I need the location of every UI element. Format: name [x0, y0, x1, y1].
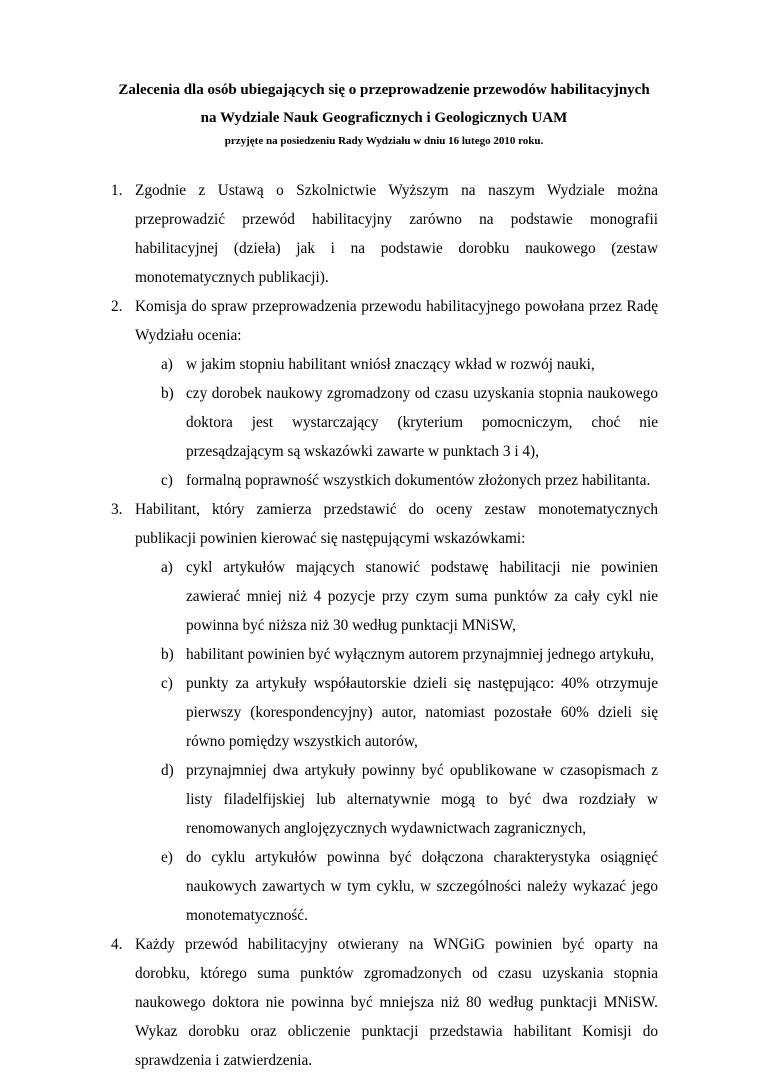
sub-item-3e: [0, 843, 768, 930]
list-item-2: [0, 292, 768, 350]
sub-item-2b: [0, 379, 768, 466]
sub-item-marker: e): [161, 849, 173, 866]
sub-item-marker: d): [161, 762, 174, 779]
sub-item-3b: [0, 640, 768, 669]
document-subtitle: przyjęte na posiedzeniu Rady Wydziału w dniu 16 lutego 2010 roku.: [224, 135, 544, 147]
sub-item-3a: [0, 553, 768, 640]
sub-item-3c: [0, 669, 768, 756]
sub-item-text: formalną poprawność wszystkich dokumentów złożonych przez habilitanta.: [186, 472, 651, 489]
list-item-1: [0, 176, 768, 292]
list-item-3: [0, 495, 768, 553]
sub-item-text: punkty za artykuły współautorskie dzieli się następująco: 40% otrzymuje pierwszy (korespondencyjny) autor, natomiast pozostałe 60% dzieli się równo pomiędzy wszystkich autorów,: [186, 675, 658, 750]
sub-item-marker: b): [161, 385, 174, 402]
sub-item-marker: b): [161, 646, 174, 663]
sub-item-text: w jakim stopniu habilitant wniósł znaczący wkład w rozwój nauki,: [186, 356, 595, 373]
sub-item-2a: [0, 350, 768, 379]
item-text: Każdy przewód habilitacyjny otwierany na WNGiG powinien być oparty na dorobku, którego suma punktów zgromadzonych od czasu uzyskania stopnia naukowego doktora nie powinna być mniejsza niż 80 według punktacji MNiSW. Wykaz dorobku oraz obliczenie punktacji przedstawia habilitant Komisji do sprawdzenia i zatwierdzenia.: [135, 936, 658, 1069]
sub-item-marker: c): [161, 675, 173, 692]
sub-item-marker: c): [161, 472, 173, 489]
sub-item-text: przynajmniej dwa artykuły powinny być opublikowane w czasopismach z listy filadelfijskiej lub alternatywnie mogą to być dwa rozdziały w renomowanych anglojęzycznych wydawnictwach zagranicznych,: [186, 762, 658, 837]
item-number: 4.: [111, 936, 123, 953]
item-number: 1.: [111, 182, 123, 199]
document-title-line-2: na Wydziale Nauk Geograficznych i Geologicznych UAM: [200, 110, 568, 126]
sub-item-2c: [0, 466, 768, 495]
document-title-line-1: Zalecenia dla osób ubiegających się o przeprowadzenie przewodów habilitacyjnych: [118, 82, 650, 98]
sub-item-text: habilitant powinien być wyłącznym autorem przynajmniej jednego artykułu,: [186, 646, 655, 663]
item-number: 3.: [111, 501, 123, 518]
item-text: Komisja do spraw przeprowadzenia przewodu habilitacyjnego powołana przez Radę Wydziału ocenia:: [135, 298, 658, 344]
sub-item-marker: a): [161, 356, 173, 373]
recommendations-list: [0, 176, 768, 1075]
item-text: Habilitant, który zamierza przedstawić do oceny zestaw monotematycznych publikacji powinien kierować się następującymi wskazówkami:: [135, 501, 658, 547]
item-text: Zgodnie z Ustawą o Szkolnictwie Wyższym na naszym Wydziale można przeprowadzić przewód habilitacyjny zarówno na podstawie monografii habilitacyjnej (dzieła) jak i na podstawie dorobku naukowego (zestaw monotematycznych publikacji).: [135, 182, 658, 286]
sub-item-3d: [0, 756, 768, 843]
sub-item-marker: a): [161, 559, 173, 576]
sub-item-text: do cyklu artykułów powinna być dołączona charakterystyka osiągnięć naukowych zawartych w tym cyklu, w szczególności należy wykazać jego monotematyczność.: [186, 849, 658, 924]
sub-item-text: czy dorobek naukowy zgromadzony od czasu uzyskania stopnia naukowego doktora jest wystarczający (kryterium pomocniczym, choć nie przesądzającym są wskazówki zawarte w punktach 3 i 4),: [186, 385, 658, 460]
item-number: 2.: [111, 298, 123, 315]
sub-item-text: cykl artykułów mających stanowić podstawę habilitacji nie powinien zawierać mniej niż 4 pozycje przy czym suma punktów za cały cykl nie powinna być niższa niż 30 według punktacji MNiSW,: [186, 559, 658, 634]
list-item-4: [0, 930, 768, 1075]
